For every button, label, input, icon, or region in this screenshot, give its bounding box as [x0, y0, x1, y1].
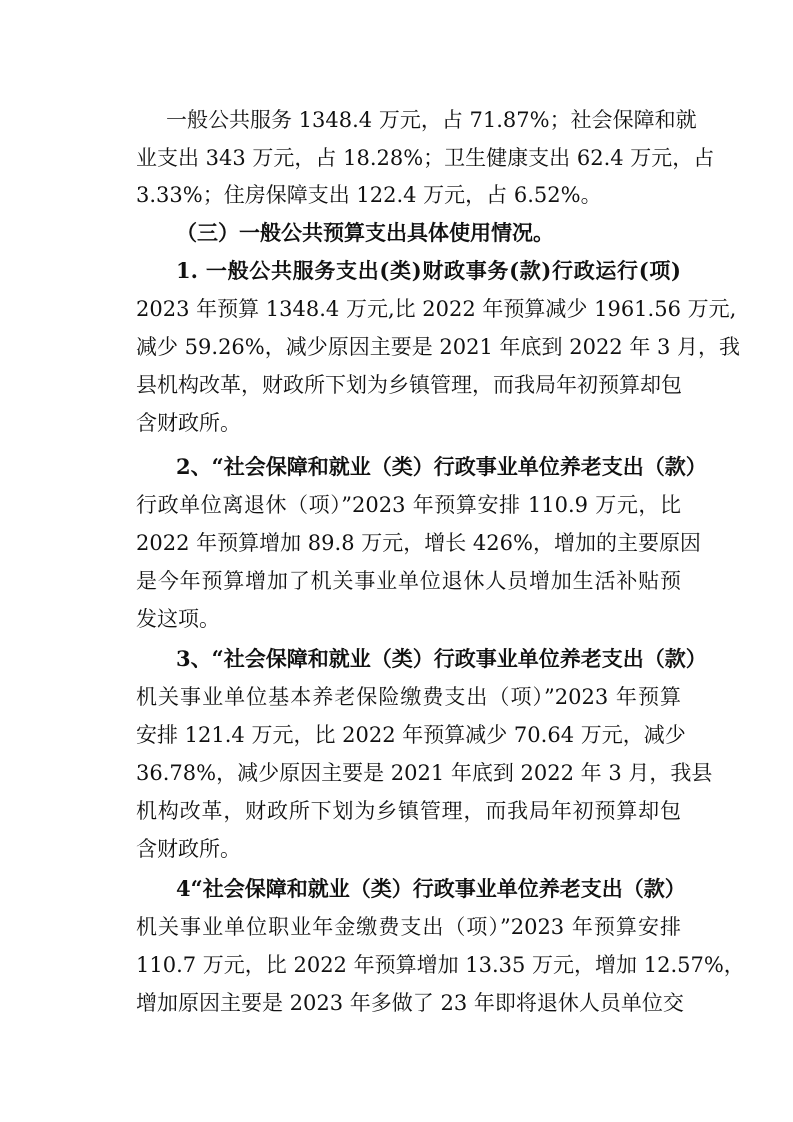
text-line: 2023 年预算 1348.4 万元,比 2022 年预算减少 1961.56 万元,	[136, 297, 737, 321]
text-line: 业支出 343 万元，占 18.28%；卫生健康支出 62.4 万元，占	[136, 146, 715, 170]
item-heading: 2、“社会保障和就业（类）行政事业单位养老支出（款）	[176, 454, 707, 479]
text-line: 机关事业单位基本养老保险缴费支出（项）”2023 年预算	[136, 685, 681, 709]
text-line: 110.7 万元，比 2022 年预算增加 13.35 万元，增加 12.57%，	[136, 953, 745, 977]
text-line: 含财政所。	[136, 411, 241, 435]
text-line: 一般公共服务 1348.4 万元，占 71.87%；社会保障和就	[166, 108, 697, 132]
text-line: 36.78%，减少原因主要是 2021 年底到 2022 年 3 月，我县	[136, 761, 713, 785]
text-line: 3.33%；住房保障支出 122.4 万元，占 6.52%。	[136, 183, 602, 207]
text-line: 是今年预算增加了机关事业单位退休人员增加生活补贴预	[136, 569, 681, 593]
item-heading: 4“社会保障和就业（类）行政事业单位养老支出（款）	[176, 876, 686, 901]
text-line: 发这项。	[136, 607, 220, 631]
text-line: 减少 59.26%，减少原因主要是 2021 年底到 2022 年 3 月，我	[136, 335, 741, 359]
item-heading: 3、“社会保障和就业（类）行政事业单位养老支出（款）	[176, 646, 707, 671]
section-heading: （三）一般公共预算支出具体使用情况。	[176, 220, 554, 245]
text-line: 机构改革，财政所下划为乡镇管理，而我局年初预算却包	[136, 799, 681, 823]
text-line: 安排 121.4 万元，比 2022 年预算减少 70.64 万元，减少	[136, 723, 686, 747]
text-line: 机关事业单位职业年金缴费支出（项）”2023 年预算安排	[136, 915, 681, 939]
text-line: 行政单位离退休（项）”2023 年预算安排 110.9 万元，比	[136, 493, 681, 517]
text-line: 增加原因主要是 2023 年多做了 23 年即将退休人员单位交	[136, 991, 684, 1015]
text-line: 含财政所。	[136, 837, 241, 861]
text-line: 县机构改革，财政所下划为乡镇管理，而我局年初预算却包	[136, 373, 682, 397]
text-line: 2022 年预算增加 89.8 万元，增长 426%，增加的主要原因	[136, 531, 701, 555]
item-heading: 1. 一般公共服务支出(类)财政事务(款)行政运行(项)	[176, 258, 681, 283]
